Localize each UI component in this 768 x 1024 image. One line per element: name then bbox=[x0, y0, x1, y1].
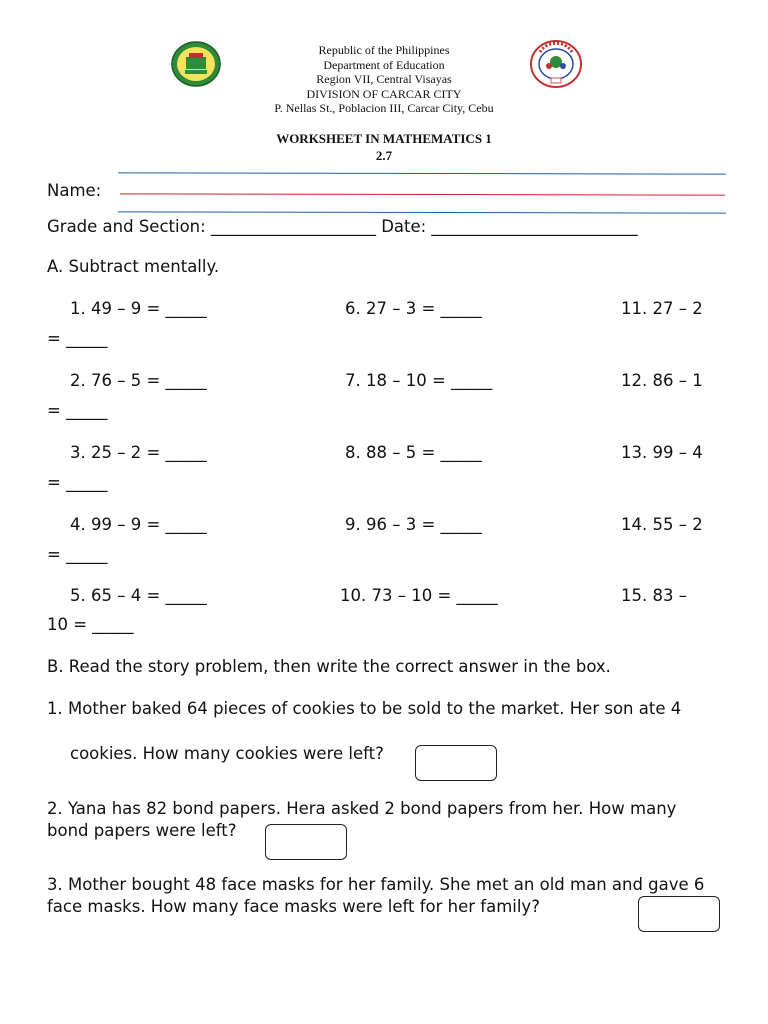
header-line-1: Republic of the Philippines bbox=[318, 43, 450, 57]
answer-box-3[interactable] bbox=[638, 896, 720, 932]
item-15-wrap: 10 = _____ bbox=[47, 615, 134, 634]
problem-1-line-1: 1. Mother baked 64 pieces of cookies to be sold to the market. Her son ate 4 bbox=[47, 699, 682, 718]
header-line-3: Region VII, Central Visayas bbox=[316, 72, 452, 86]
item-15: 15. 83 – bbox=[621, 586, 687, 605]
item-11-wrap: = _____ bbox=[47, 329, 108, 348]
section-a-heading: A. Subtract mentally. bbox=[47, 257, 220, 276]
problem-2: 2. Yana has 82 bond papers. Hera asked 2 bond papers from her. How many bond papers were left? bbox=[47, 799, 677, 840]
item-14-wrap: = _____ bbox=[47, 545, 108, 564]
item-8: 8. 88 – 5 = _____ bbox=[345, 443, 482, 462]
item-11: 11. 27 – 2 bbox=[621, 299, 703, 318]
grade-section-date-line[interactable]: Grade and Section: ____________________ Date: _________________________ bbox=[47, 217, 638, 236]
item-1: 1. 49 – 9 = _____ bbox=[70, 299, 207, 318]
item-3: 3. 25 – 2 = _____ bbox=[70, 443, 207, 462]
item-7: 7. 18 – 10 = _____ bbox=[345, 371, 493, 390]
answer-box-1[interactable] bbox=[415, 745, 497, 781]
item-2: 2. 76 – 5 = _____ bbox=[70, 371, 207, 390]
section-b-heading: B. Read the story problem, then write the correct answer in the box. bbox=[47, 657, 611, 676]
item-4: 4. 99 – 9 = _____ bbox=[70, 515, 207, 534]
header-line-4: DIVISION OF CARCAR CITY bbox=[306, 86, 462, 101]
item-13: 13. 99 – 4 bbox=[621, 443, 703, 462]
item-14: 14. 55 – 2 bbox=[621, 515, 703, 534]
name-label: Name: bbox=[47, 181, 102, 200]
name-field-line[interactable] bbox=[120, 193, 725, 195]
header-line-5: P. Nellas St., Poblacion III, Carcar City, Cebu bbox=[274, 101, 494, 115]
worksheet-subtitle: 2.7 bbox=[375, 148, 393, 163]
item-12-wrap: = _____ bbox=[47, 401, 108, 420]
item-10: 10. 73 – 10 = _____ bbox=[340, 586, 498, 605]
name-rule-top bbox=[118, 172, 726, 174]
worksheet-title: WORKSHEET IN MATHEMATICS 1 bbox=[276, 131, 492, 146]
name-rule-bottom bbox=[118, 211, 726, 213]
item-13-wrap: = _____ bbox=[47, 473, 108, 492]
answer-box-2[interactable] bbox=[265, 824, 347, 860]
item-12: 12. 86 – 1 bbox=[621, 371, 703, 390]
problem-1-line-2: cookies. How many cookies were left? bbox=[70, 744, 384, 763]
header-line-2: Department of Education bbox=[323, 57, 445, 72]
item-9: 9. 96 – 3 = _____ bbox=[345, 515, 482, 534]
item-5: 5. 65 – 4 = _____ bbox=[70, 586, 207, 605]
problem-3: 3. Mother bought 48 face masks for her family. She met an old man and gave 6 face masks. How many face masks were left for her family? bbox=[47, 875, 705, 916]
item-6: 6. 27 – 3 = _____ bbox=[345, 299, 482, 318]
